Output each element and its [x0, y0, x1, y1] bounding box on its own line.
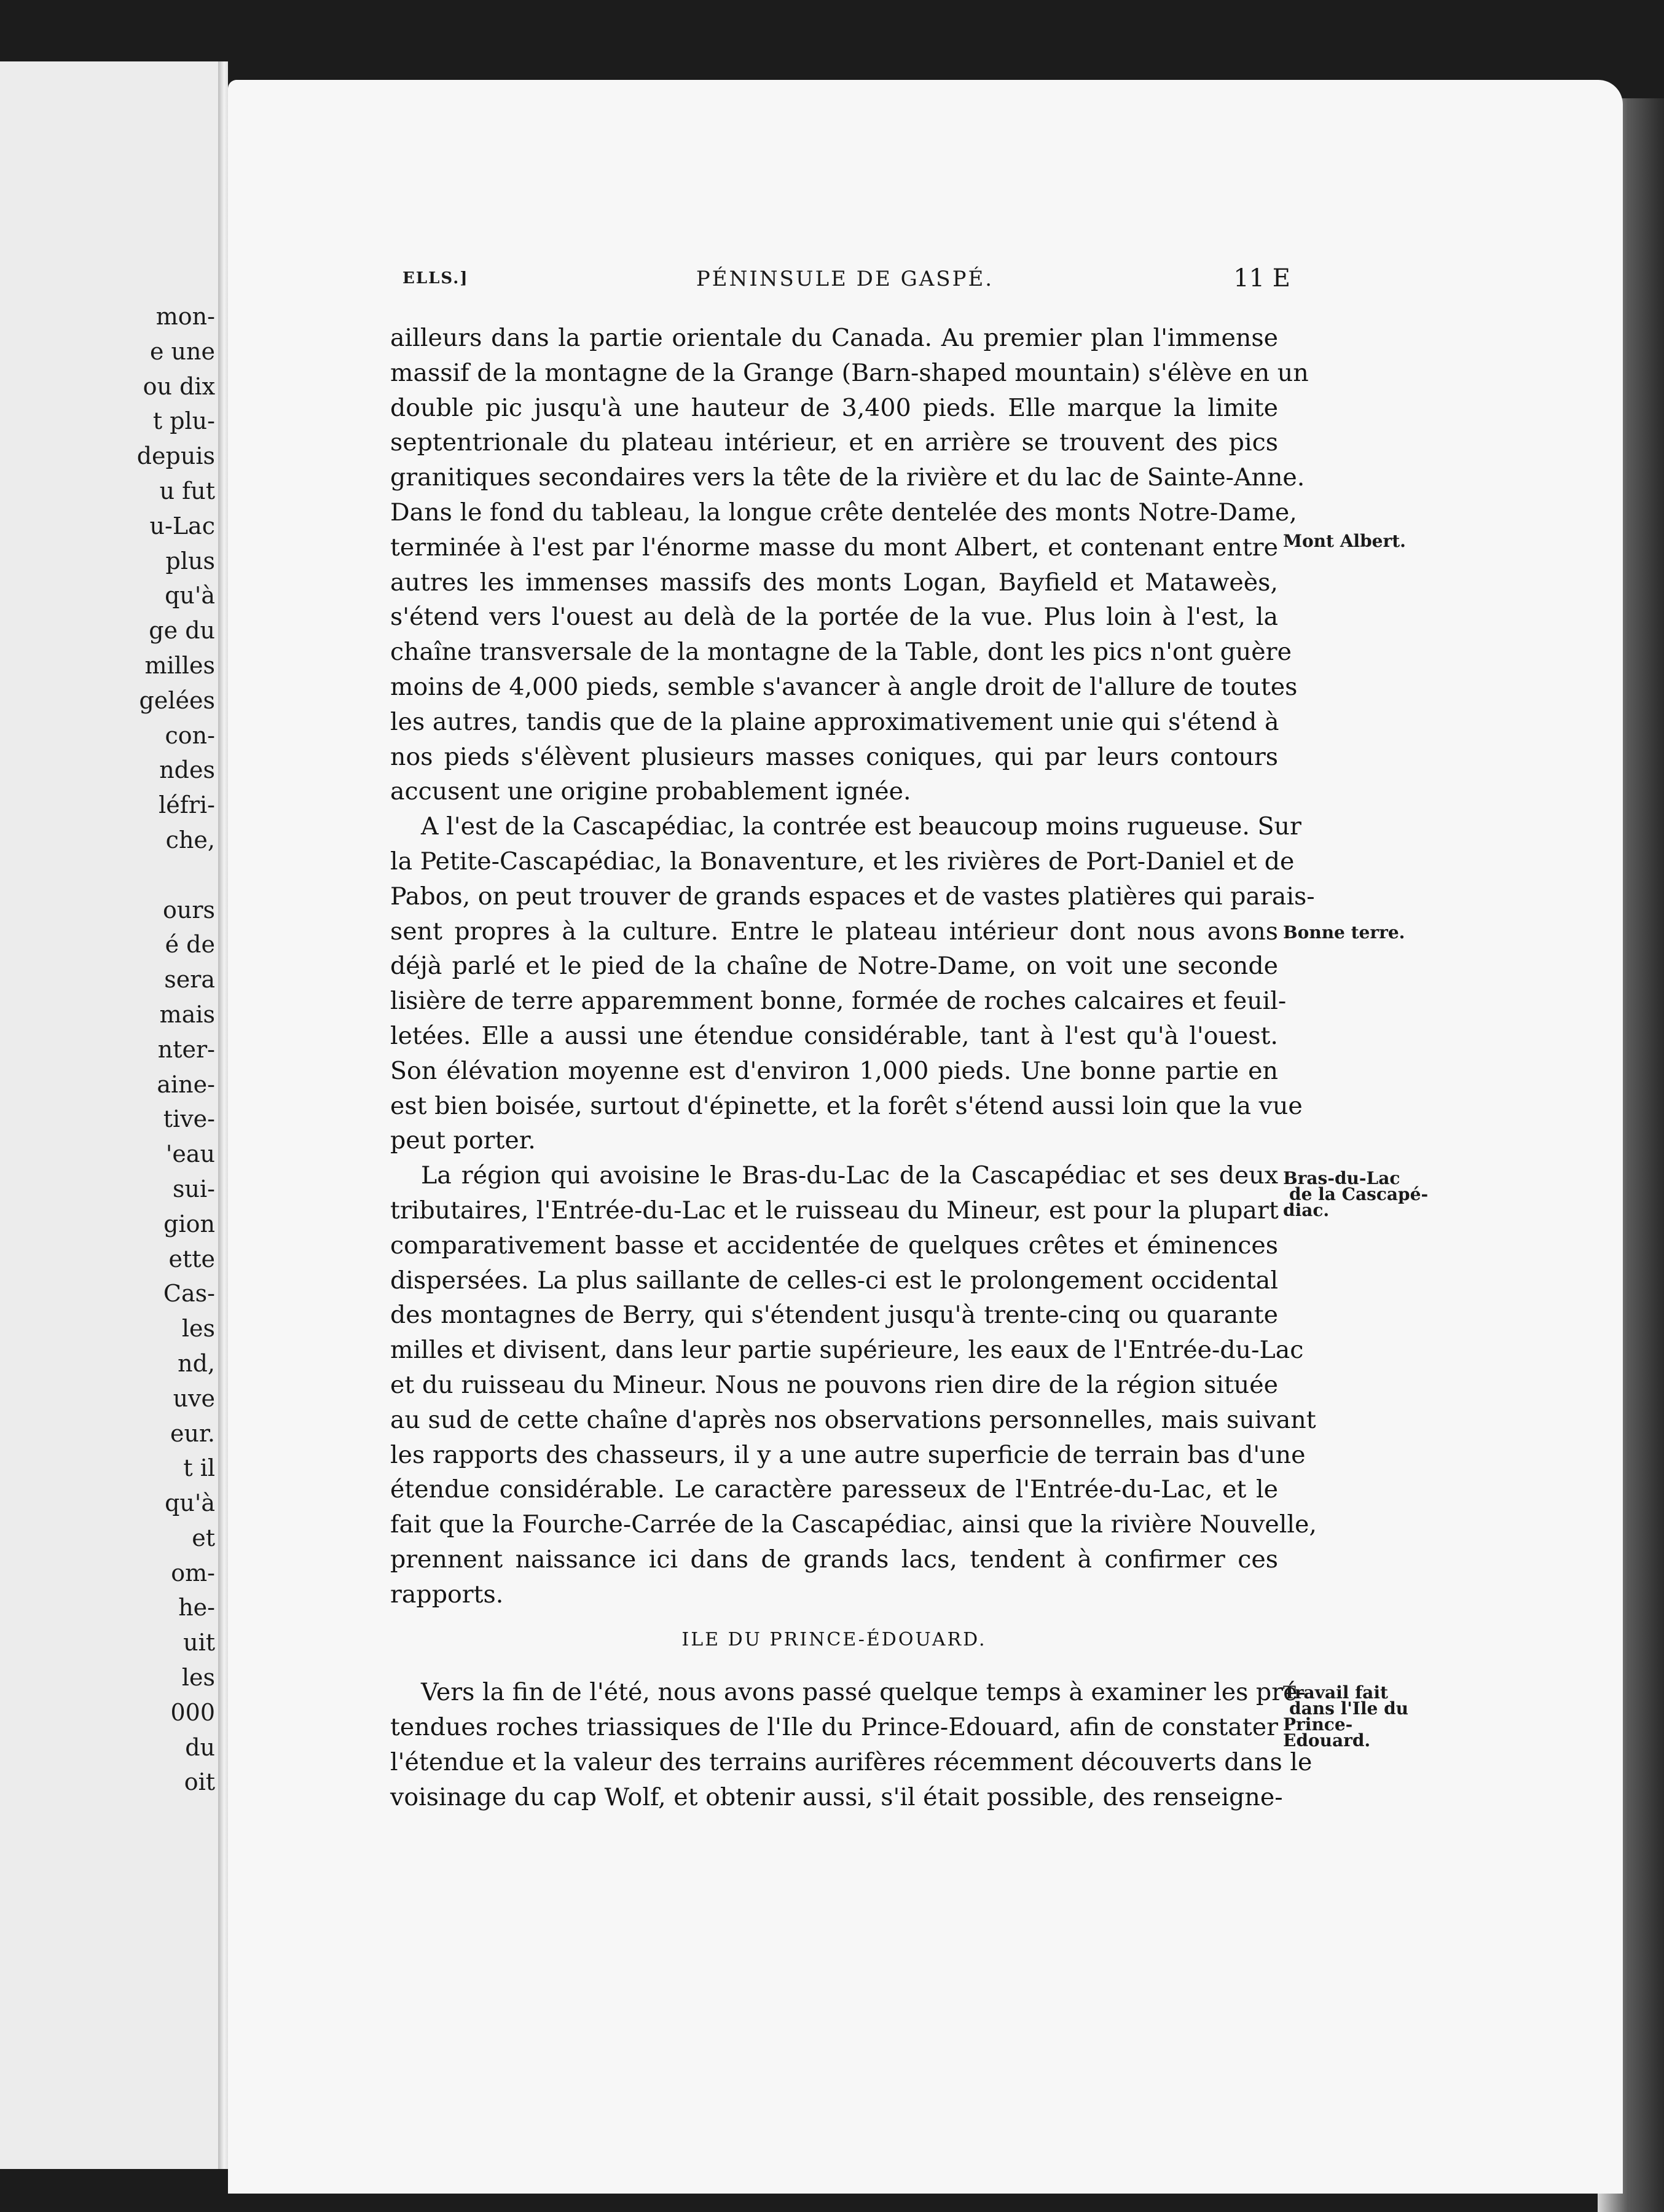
section-heading: ILE DU PRINCE-ÉDOUARD.	[681, 1629, 987, 1651]
left-page-line: é de	[165, 931, 215, 959]
left-page-line: u-Lac	[149, 512, 215, 539]
left-page-line: con-	[165, 721, 215, 749]
paragraph-3	[390, 1158, 1317, 1612]
text-line: peut porter.	[390, 1126, 536, 1155]
left-page-line: uve	[173, 1384, 215, 1412]
margin-note-line: Edouard.	[1283, 1730, 1371, 1751]
left-page-line: qu'à	[165, 1489, 215, 1517]
left-page-line: plus	[165, 547, 215, 575]
text-line: letées. Elle a aussi une étendue considérable, tant à l'est qu'à l'ouest.	[390, 1021, 1278, 1050]
left-page-line: et	[192, 1524, 215, 1551]
text-line: Dans le fond du tableau, la longue crête dentelée des monts Notre-Dame,	[390, 498, 1297, 527]
text-line: ailleurs dans la partie orientale du Canada. Au premier plan l'immense	[390, 324, 1278, 352]
left-page-line: nd,	[178, 1349, 215, 1377]
running-title: PÉNINSULE DE GASPÉ.	[696, 267, 994, 291]
left-page-line: oit	[184, 1768, 215, 1796]
text-line: massif de la montagne de la Grange (Barn-shaped mountain) s'élève en un	[390, 358, 1309, 387]
text-line: lisière de terre apparemment bonne, formée de roches calcaires et feuil-	[390, 987, 1287, 1016]
book-spine	[218, 61, 228, 2169]
margin-note-line: de la Cascapé-	[1289, 1184, 1429, 1204]
text-line: septentrionale du plateau intérieur, et en arrière se trouvent des pics	[390, 428, 1278, 457]
text-line: prennent naissance ici dans de grands lacs, tendent à confirmer ces	[390, 1545, 1278, 1574]
paragraph-2	[390, 809, 1315, 1158]
left-page-line: u fut	[159, 477, 215, 504]
left-page-line: e une	[149, 337, 215, 365]
text-line: voisinage du cap Wolf, et obtenir aussi, s'il était possible, des renseigne-	[390, 1783, 1283, 1811]
header-left: ELLS.]	[402, 269, 469, 288]
margin-note-line: Bras-du-Lac	[1283, 1168, 1400, 1188]
page-header	[399, 264, 1290, 301]
text-line: tributaires, l'Entrée-du-Lac et le ruisseau du Mineur, est pour la plupart	[390, 1196, 1279, 1225]
margin-note-bras-du-lac	[1283, 1168, 1429, 1220]
left-page-line: léfri-	[159, 791, 215, 819]
text-line: au sud de cette chaîne d'après nos observations personnelles, mais suivant	[390, 1405, 1316, 1434]
left-page-line: sera	[164, 966, 215, 994]
text-line: tendues roches triassiques de l'Ile du Prince-Edouard, afin de constater	[390, 1713, 1278, 1742]
text-line: les rapports des chasseurs, il y a une autre superficie de terrain bas d'une	[390, 1440, 1306, 1469]
text-line: accusent une origine probablement ignée.	[390, 777, 911, 806]
left-page-line: ours	[162, 896, 215, 924]
text-line: double pic jusqu'à une hauteur de 3,400 pieds. Elle marque la limite	[390, 393, 1278, 422]
left-page-line: ou dix	[143, 372, 215, 400]
margin-note-bonne-terre: Bonne terre.	[1283, 922, 1405, 943]
margin-note-line: diac.	[1283, 1200, 1330, 1220]
text-line: s'étend vers l'ouest au delà de la portée de la vue. Plus loin à l'est, la	[390, 603, 1278, 632]
text-line: Son élévation moyenne est d'environ 1,000 pieds. Une bonne partie en	[390, 1056, 1278, 1085]
margin-note-line: Prince-	[1283, 1714, 1353, 1735]
left-page-line: gelées	[139, 686, 215, 714]
text-line: rapports.	[390, 1580, 504, 1609]
left-page-line	[0, 858, 215, 893]
left-page-line: sui-	[173, 1175, 215, 1202]
page-number: 11 E	[1233, 264, 1290, 292]
text-line: moins de 4,000 pieds, semble s'avancer à angle droit de l'allure de toutes	[390, 672, 1298, 701]
paragraph-1	[390, 321, 1309, 809]
text-line: déjà parlé et le pied de la chaîne de Notre-Dame, on voit une seconde	[390, 952, 1278, 981]
left-page-line: gion	[163, 1210, 215, 1237]
text-line: chaîne transversale de la montagne de la Table, dont les pics n'ont guère	[390, 638, 1292, 667]
body-text	[390, 321, 1317, 1814]
text-line: est bien boisée, surtout d'épinette, et la forêt s'étend aussi loin que la vue	[390, 1091, 1303, 1120]
left-page-line: du	[185, 1733, 215, 1761]
text-line: et du ruisseau du Mineur. Nous ne pouvons rien dire de la région située	[390, 1370, 1278, 1399]
left-page-line: eur.	[170, 1419, 215, 1447]
left-page-line: ette	[168, 1245, 215, 1273]
left-page-line: che,	[165, 826, 215, 853]
margin-note-line: Travail fait	[1283, 1682, 1388, 1703]
left-page-line: ndes	[159, 756, 215, 784]
margin-note-mont-albert: Mont Albert.	[1283, 531, 1406, 551]
left-page-line: qu'à	[165, 582, 215, 610]
text-line: des montagnes de Berry, qui s'étendent jusqu'à trente-cinq ou quarante	[390, 1301, 1278, 1330]
left-page-line: aine-	[157, 1070, 215, 1098]
margin-note-travail	[1283, 1682, 1409, 1751]
text-line: comparativement basse et accidentée de quelques crêtes et éminences	[390, 1231, 1278, 1260]
text-line: Vers la fin de l'été, nous avons passé quelque temps à examiner les pré-	[421, 1678, 1306, 1707]
text-line: nos pieds s'élèvent plusieurs masses coniques, qui par leurs contours	[390, 742, 1278, 771]
left-page-line: om-	[171, 1559, 215, 1586]
left-page-line: milles	[144, 651, 215, 679]
text-line: fait que la Fourche-Carrée de la Cascapédiac, ainsi que la rivière Nouvelle,	[390, 1510, 1317, 1539]
paragraph-4	[390, 1675, 1313, 1814]
left-page-line: depuis	[136, 442, 215, 470]
left-page-line: t il	[183, 1454, 215, 1482]
text-line: milles et divisent, dans leur partie supérieure, les eaux de l'Entrée-du-Lac	[390, 1336, 1304, 1365]
left-page-line: tive-	[163, 1105, 215, 1133]
left-page-line: Cas-	[163, 1280, 215, 1308]
text-line: sent propres à la culture. Entre le plateau intérieur dont nous avons	[390, 917, 1278, 946]
left-page-line: nter-	[157, 1035, 215, 1063]
margin-note-line: dans l'Ile du	[1289, 1698, 1409, 1719]
text-line: étendue considérable. Le caractère paresseux de l'Entrée-du-Lac, et le	[390, 1475, 1278, 1504]
left-page-line: les	[181, 1315, 215, 1343]
left-page-text	[0, 299, 215, 1800]
left-page-line: ge du	[149, 617, 215, 645]
text-line: l'étendue et la valeur des terrains aurifères récemment découverts dans le	[390, 1747, 1313, 1776]
left-page-line: mon-	[155, 303, 215, 330]
left-page-line: uit	[183, 1629, 215, 1657]
text-line: dispersées. La plus saillante de celles-ci est le prolongement occidental	[390, 1266, 1278, 1295]
text-line: La région qui avoisine le Bras-du-Lac de la Cascapédiac et ses deux	[421, 1161, 1278, 1190]
text-line: autres les immenses massifs des monts Logan, Bayfield et Mataweès,	[390, 568, 1278, 597]
text-line: terminée à l'est par l'énorme masse du mont Albert, et contenant entre	[390, 533, 1278, 562]
text-line: les autres, tandis que de la plaine approximativement unie qui s'étend à	[390, 707, 1279, 736]
text-line: la Petite-Cascapédiac, la Bonaventure, et les rivières de Port-Daniel et de	[390, 847, 1295, 876]
left-page-line: mais	[159, 1000, 215, 1028]
text-line: granitiques secondaires vers la tête de la rivière et du lac de Sainte-Anne.	[390, 463, 1305, 492]
text-line: Pabos, on peut trouver de grands espaces et de vastes platières qui parais-	[390, 882, 1315, 911]
left-page-line: 'eau	[165, 1140, 215, 1168]
left-page-line: t plu-	[152, 407, 215, 435]
text-line: A l'est de la Cascapédiac, la contrée est beaucoup moins rugueuse. Sur	[421, 812, 1301, 841]
left-page-line: 000	[170, 1698, 215, 1726]
left-page-line: les	[181, 1664, 215, 1692]
left-page-line: he-	[178, 1594, 215, 1622]
